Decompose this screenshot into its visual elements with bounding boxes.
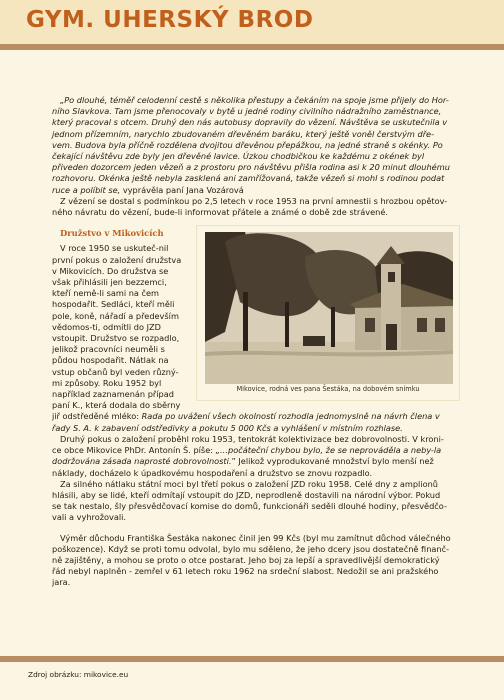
pension-paragraph: Výměr důchodu Františka Šestáka nakonec činil jen 99 Kčs (byl mu zamítnut důchod válečného poškozence). Když se proti tomu odvolal, bylo mu sděleno, že jeho dcery jsou dostatečně finanč-ně zajištěny, a mohou se proto o otce postarat. Jeho boj za lepší a spravedlivější demokratický řád nebyl naplněn - zemřel v 61 letech roku 1962 na srdeční slabost. Nedožil se ani pražského jara. <box>52 532 451 588</box>
second-attempt-outcome: ” Jelikož vyprodukované množství bylo menší než náklady, docházelo k úpadkovému hospodaření a družstvo se znovu rozpadlo. <box>52 456 434 478</box>
photo-figure <box>196 225 460 401</box>
photo-caption: Mikovice, rodná ves pana Šestáka, na dobovém snímku <box>236 385 420 394</box>
footer-divider <box>0 656 504 662</box>
image-source-credit: Zdroj obrázku: mikovice.eu <box>28 670 129 679</box>
quote-text: „Po dlouhé, téměř celodenní cestě s několika přestupy a čekáním na spoje jsme přijely do Hor-ního Slavkova. Tam jsme přenocovaly v bytě u jedné rodiny civilního nádražního zaměstnance, který pracoval s otcem. Druhý den nás autobusy dopravily do vězení. Návštěva se uskutečnila v jednom přízemním, narychlo zbudovaném dřevěném baráku, který ještě voněl čerstvým dře-vem. Budova byla příčně rozdělena dvojitou dřevěnou přepážkou, na jedné straně s okénky. Po čekající návštěvu zde byly jen dřevěné lavice. Úzkou chodbičkou ke každému z okének byl přiveden dozorcem jeden vězeň a z prostoru pro návštěvu přišla rodina asi k 20 minut dlouhému rozhovoru. Okénka ještě nebyla zasklená ani zamřížovaná, takže vězeň si mohl s rodinou podat ruce a políbit se, <box>52 95 450 195</box>
third-attempt-paragraph: Za silného nátlaku státní moci byl třetí pokus o založení JZD roku 1958. Celé dny z amplionů hlásili, aby se lidé, kteří odmítají vstoupit do JZD, neprodleně dostavili na národní výbor. Pokud se tak nestalo, šly přesvědčovací komise do domů, funkcionáři seděli dlouhé hodiny, přesvědčo-vali a vyhrožovali. <box>52 478 447 523</box>
second-attempt-text: Druhý pokus o založení proběhl roku 1953, tentokrát kolektivizace bez dobrovolnosti. V kroni-ce obce Mikovice PhDr. Antonín Š. píše: <box>52 433 444 456</box>
section-heading: Družstvo v Mikovicích <box>60 228 164 239</box>
chronicle-quote: „…počáteční chybou bylo, že se neprováděla a neby-la dodržována zásada naprosté dobrovolnosti. <box>52 445 442 467</box>
council-decision-quote: Rada po uvážení všech okolností rozhodla jednomyslně na návrh člena v řady S. A. k zabavení odstředivky a pokutu 5 000 Kčs a vyhlášení v místním rozhlase. <box>52 411 440 433</box>
page-header <box>0 0 504 44</box>
testimony-quote <box>52 95 452 196</box>
village-photo <box>205 232 453 384</box>
second-attempt-paragraph <box>52 434 452 479</box>
header-divider <box>0 44 504 50</box>
release-paragraph: Z vězení se dostal s podmínkou po 2,5 letech v roce 1953 na první amnestii s hrozbou opětov-ného návratu do vězení, bude-li informovat přátele a známé o době zde strávené. <box>52 195 448 218</box>
cooperative-text: V roce 1950 se uskuteč-nil první pokus o založení družstva v Mikovicích. Do družstva se však přihlásili jen bezzemci, kteří nemě-li sami na čem hospodařit. Sedláci, kteří měli pole, koně, nářadí a především vědomos-ti, odmítli do JZD vstoupit. Družstvo se rozpadlo, jelikož pracovníci neuměli s půdou hospodařit. Nátlak na vstup občanů byl veden různý-mi způsoby. Roku 1952 byl například zaznamenán případ paní K., která dodala do sběrny jiř odstředěné mléko: <box>52 243 182 422</box>
quote-attribution: vyprávěla paní Jana Vozárová <box>120 184 244 195</box>
article-body <box>52 95 452 589</box>
page-title: GYM. UHERSKÝ BROD <box>26 7 314 33</box>
cooperative-section <box>52 228 452 434</box>
